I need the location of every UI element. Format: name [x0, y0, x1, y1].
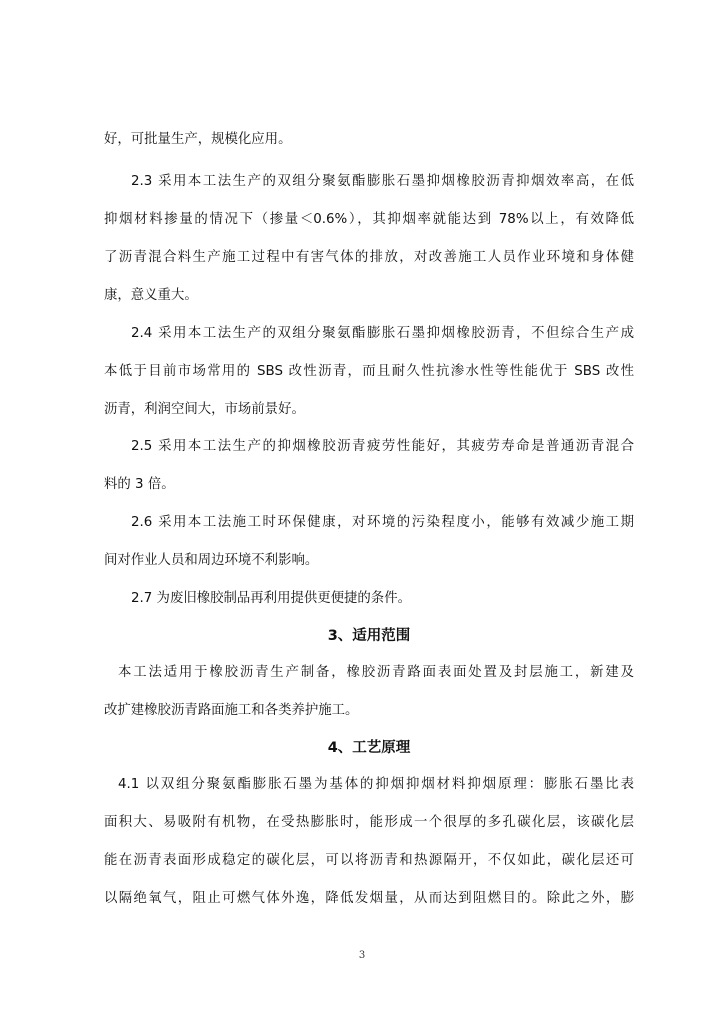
paragraph-line: 2.4 采用本工法生产的双组分聚氨酯膨胀石墨抑烟橡胶沥青，不但综合生产成 [131, 326, 634, 341]
paragraph-line: 了沥青混合料生产施工过程中有害气体的排放，对改善施工人员作业环境和身体健 [104, 250, 634, 265]
paragraph-line: 本工法适用于橡胶沥青生产制备，橡胶沥青路面表面处置及封层施工，新建及 [118, 665, 634, 680]
paragraph-line: 沥青，利润空间大，市场前景好。 [104, 402, 305, 417]
section-heading: 3、适用范围 [327, 628, 411, 644]
paragraph-line: 2.6 采用本工法施工时环保健康，对环境的污染程度小，能够有效减少施工期 [131, 515, 634, 530]
paragraph-line: 改扩建橡胶沥青路面施工和各类养护施工。 [104, 703, 359, 718]
paragraph-line: 4.1 以双组分聚氨酯膨胀石墨为基体的抑烟抑烟材料抑烟原理：膨胀石墨比表 [118, 777, 634, 792]
section-heading: 4、工艺原理 [327, 740, 411, 756]
paragraph-line: 2.5 采用本工法生产的抑烟橡胶沥青疲劳性能好，其疲劳寿命是普通沥青混合 [131, 439, 634, 454]
paragraph-line: 料的 3 倍。 [104, 477, 175, 492]
paragraph-line: 2.7 为废旧橡胶制品再利用提供更便捷的条件。 [131, 591, 411, 606]
paragraph-line: 抑烟材料掺量的情况下（掺量＜0.6%），其抑烟率就能达到 78%以上，有效降低 [104, 212, 634, 227]
paragraph-line: 面积大、易吸附有机物，在受热膨胀时，能形成一个很厚的多孔碳化层，该碳化层 [104, 815, 634, 830]
paragraph-line: 能在沥青表面形成稳定的碳化层，可以将沥青和热源隔开，不仅如此，碳化层还可 [104, 853, 634, 868]
paragraph-line: 2.3 采用本工法生产的双组分聚氨酯膨胀石墨抑烟橡胶沥青抑烟效率高，在低 [131, 174, 634, 189]
paragraph-line: 好，可批量生产，规模化应用。 [104, 132, 292, 147]
paragraph-line: 以隔绝氧气，阻止可燃气体外逸，降低发烟量，从而达到阻燃目的。除此之外，膨 [104, 891, 634, 906]
page-number: 3 [358, 950, 366, 961]
paragraph-line: 间对作业人员和周边环境不利影响。 [104, 553, 319, 568]
paragraph-line: 康，意义重大。 [104, 288, 198, 303]
paragraph-line: 本低于目前市场常用的 SBS 改性沥青，而且耐久性抗渗水性等性能优于 SBS 改性 [104, 364, 634, 379]
